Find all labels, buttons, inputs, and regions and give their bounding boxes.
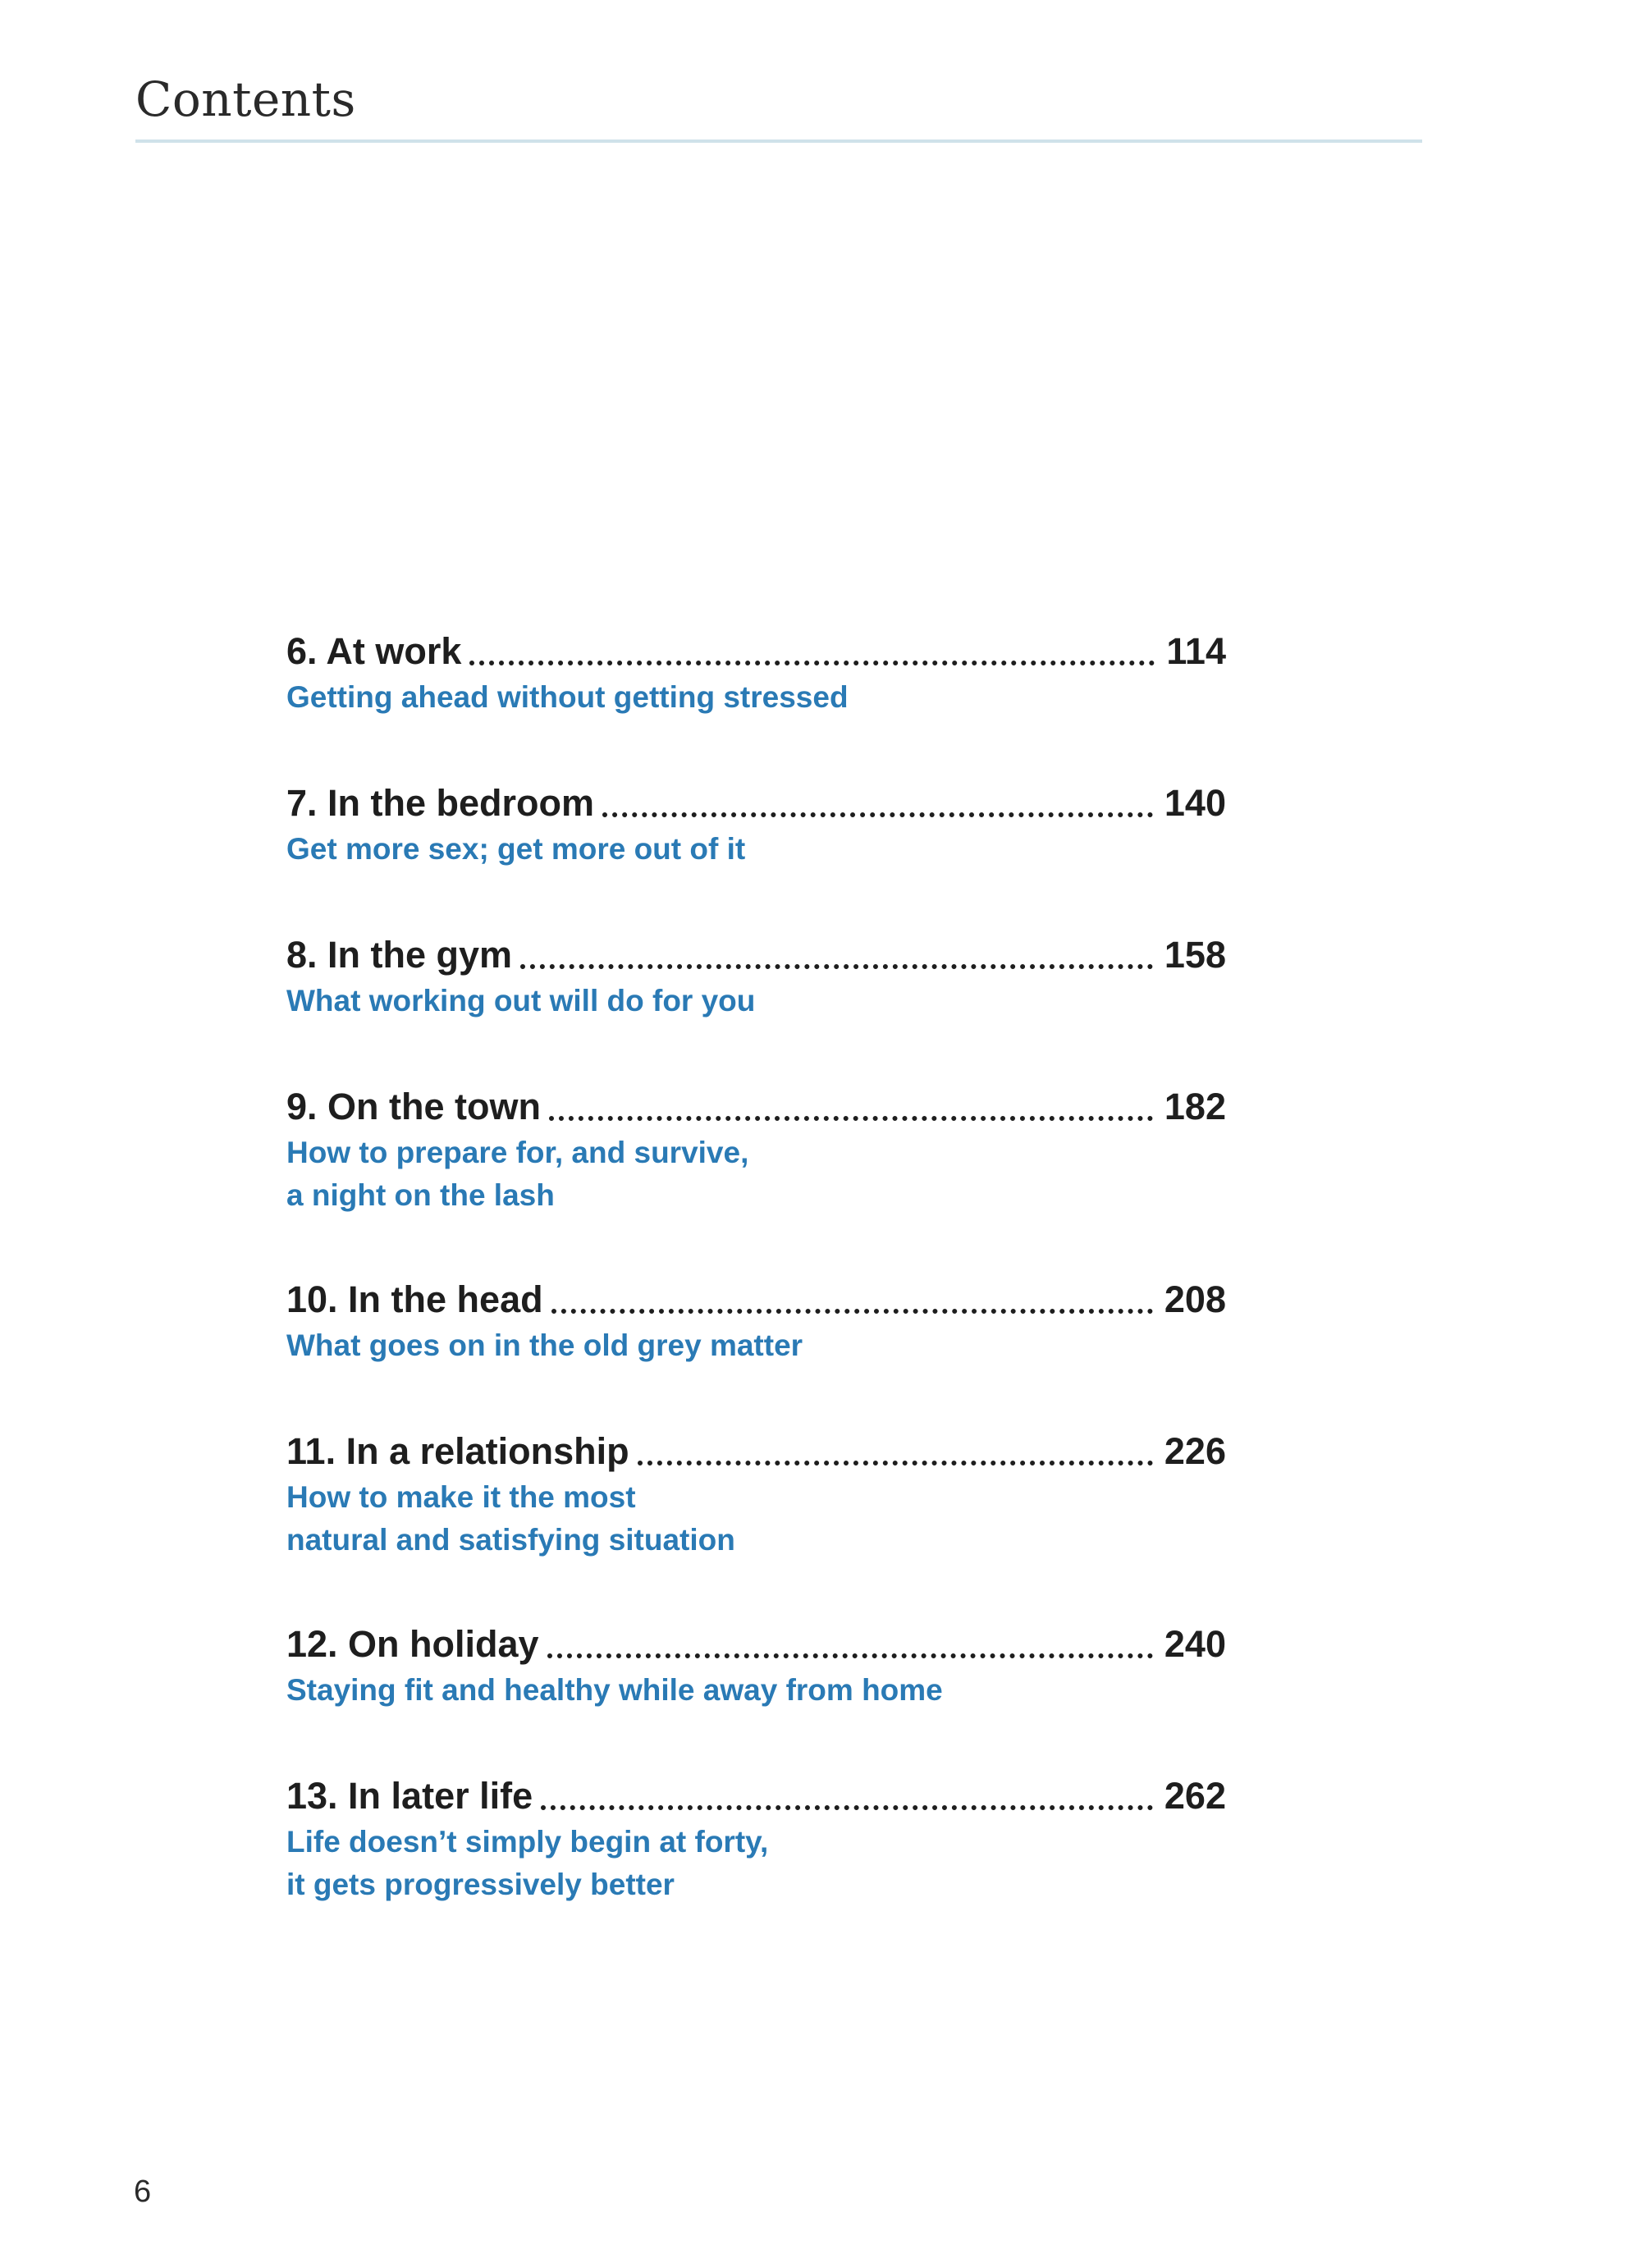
dot-leader: [602, 812, 1153, 817]
toc-entry-8[interactable]: [286, 931, 1226, 1083]
toc-entry-9[interactable]: [286, 1083, 1226, 1276]
dot-leader: [549, 1116, 1153, 1121]
toc-entry-title: 7. In the bedroom: [286, 782, 595, 824]
toc-entry-page: 114: [1166, 630, 1226, 672]
toc-entry-10[interactable]: [286, 1276, 1226, 1428]
toc-entry-page: 240: [1164, 1623, 1226, 1665]
toc-entry-6[interactable]: [286, 628, 1226, 780]
toc-entry-page: 262: [1164, 1775, 1226, 1817]
toc-entry-12[interactable]: [286, 1621, 1226, 1772]
toc-entry-heading: [286, 1621, 1226, 1668]
dot-leader: [541, 1805, 1153, 1810]
toc-entry-page: 208: [1164, 1278, 1226, 1320]
toc-entry-title: 11. In a relationship: [286, 1430, 629, 1472]
toc-entry-subtitle: How to prepare for, and survive,: [286, 1136, 749, 1169]
page-number: 6: [134, 2174, 152, 2209]
toc-entry-7[interactable]: [286, 780, 1226, 931]
dot-leader: [547, 1653, 1153, 1658]
toc-entry-subtitle: Get more sex; get more out of it: [286, 832, 746, 866]
page-title: Contents: [135, 71, 356, 127]
toc-entry-title: 9. On the town: [286, 1086, 541, 1127]
toc-entry-heading: [286, 1276, 1226, 1324]
toc-entry-page: 158: [1164, 934, 1226, 976]
toc-entry-subtitle: How to make it the most: [286, 1480, 636, 1514]
toc-entry-heading: [286, 1083, 1226, 1131]
table-of-contents: [286, 628, 1226, 1965]
toc-entry-page: 182: [1164, 1086, 1226, 1127]
toc-entry-13[interactable]: [286, 1772, 1226, 1965]
toc-entry-subtitle: it gets progressively better: [286, 1868, 675, 1901]
toc-entry-title: 13. In later life: [286, 1775, 533, 1817]
dot-leader: [520, 964, 1153, 969]
dot-leader: [638, 1461, 1153, 1466]
toc-entry-heading: [286, 780, 1226, 827]
toc-entry-page: 140: [1164, 782, 1226, 824]
toc-entry-subtitle: Staying fit and healthy while away from home: [286, 1673, 943, 1707]
toc-entry-subtitle: What goes on in the old grey matter: [286, 1328, 803, 1362]
toc-entry-subtitle: a night on the lash: [286, 1178, 555, 1212]
toc-entry-11[interactable]: [286, 1428, 1226, 1621]
toc-entry-title: 8. In the gym: [286, 934, 513, 976]
toc-entry-subtitle: What working out will do for you: [286, 984, 756, 1017]
page-header: [135, 71, 1422, 127]
toc-entry-heading: [286, 931, 1226, 979]
toc-entry-title: 6. At work: [286, 630, 462, 672]
toc-entry-title: 10. In the head: [286, 1278, 543, 1320]
toc-entry-heading: [286, 628, 1226, 675]
header-divider: [135, 139, 1422, 143]
dot-leader: [469, 661, 1155, 665]
toc-entry-page: 226: [1164, 1430, 1226, 1472]
toc-entry-subtitle: Life doesn’t simply begin at forty,: [286, 1825, 769, 1859]
toc-entry-heading: [286, 1772, 1226, 1820]
toc-entry-heading: [286, 1428, 1226, 1475]
toc-entry-subtitle: natural and satisfying situation: [286, 1523, 735, 1557]
dot-leader: [551, 1309, 1153, 1314]
toc-entry-subtitle: Getting ahead without getting stressed: [286, 680, 849, 714]
toc-entry-title: 12. On holiday: [286, 1623, 539, 1665]
